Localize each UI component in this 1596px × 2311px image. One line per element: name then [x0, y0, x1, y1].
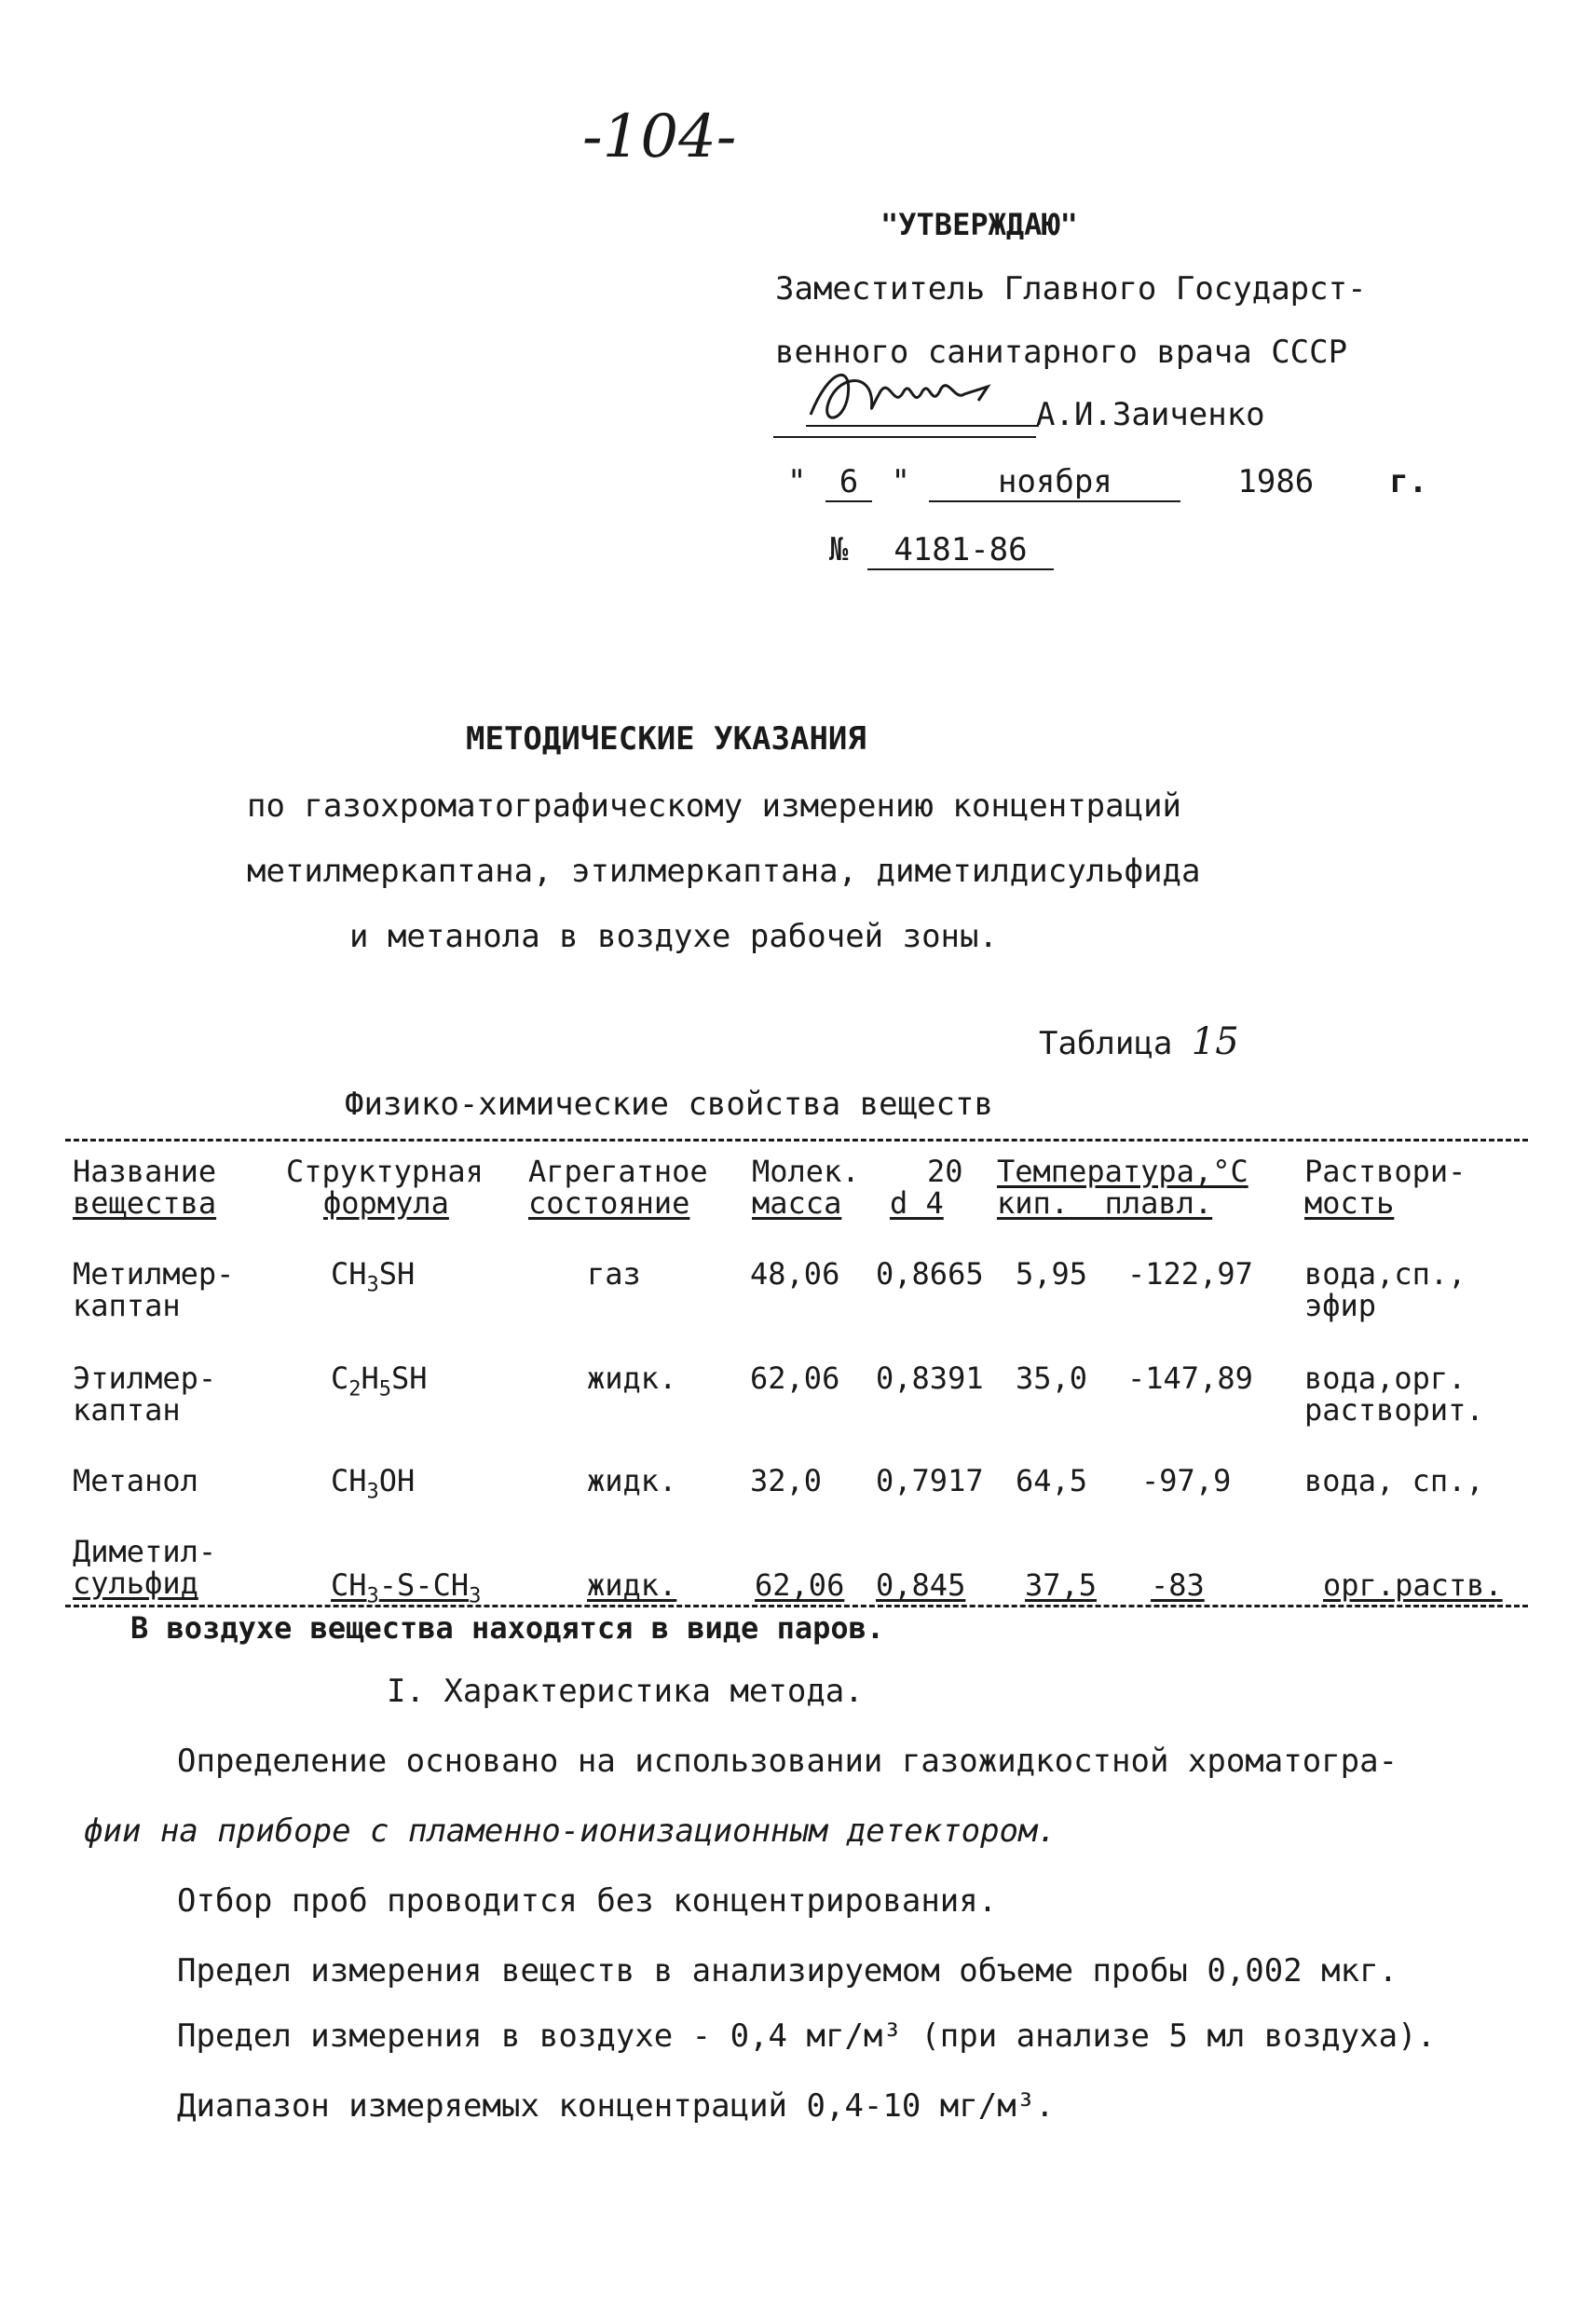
- date-quote-close: ": [891, 463, 910, 500]
- header-formula-l1: Структурная: [286, 1154, 484, 1189]
- approval-date: [787, 463, 1427, 502]
- header-solubility: [1304, 1156, 1466, 1219]
- table-top-rule: [65, 1139, 1528, 1142]
- table-row-3-density: 0,7917: [876, 1463, 984, 1498]
- table-row-2-boil: 35,0: [1016, 1361, 1088, 1396]
- section1-p4: Предел измерения в воздухе - 0,4 мг/м³ (при анализе 5 мл воздуха).: [177, 2017, 1437, 2055]
- table-row-3-name: [73, 1465, 198, 1497]
- table-row-1-solubility: [1304, 1258, 1466, 1321]
- row-2-sol-l2: растворит.: [1304, 1392, 1484, 1428]
- table-row-4-state: жидк.: [587, 1567, 677, 1603]
- table-row-2-mass: 62,06: [750, 1361, 840, 1396]
- header-state: [528, 1156, 708, 1219]
- header-mass-l1: Молек.: [752, 1154, 860, 1189]
- section1-p1-line1: Определение основано на использовании газожидкостной хроматогра-: [177, 1743, 1398, 1780]
- header-state-l2: состояние: [528, 1185, 690, 1221]
- header-name: [73, 1156, 216, 1219]
- approval-heading: "УТВЕРЖДАЮ": [880, 207, 1078, 242]
- header-boil: кип.: [997, 1185, 1070, 1221]
- date-quote-open: ": [787, 463, 807, 500]
- section1-p1-line2: фии на приборе с пламенно-ионизационным детектором.: [84, 1812, 1057, 1850]
- table-row-4-melt: -83: [1151, 1567, 1205, 1603]
- row-2-name-l1: Этилмер-: [73, 1361, 217, 1396]
- date-day: 6: [825, 463, 872, 502]
- table-bottom-rule: [65, 1605, 1528, 1607]
- header-mass: [752, 1156, 860, 1219]
- header-density-l1: 20: [927, 1154, 963, 1189]
- approval-number: [829, 531, 1054, 570]
- header-formula-l2: формула: [323, 1185, 449, 1221]
- table-row-3-melt: -97,9: [1141, 1463, 1232, 1498]
- approval-line2: венного санитарного врача СССР: [775, 334, 1348, 371]
- section1-p3: Предел измерения веществ в анализируемом объеме пробы 0,002 мкг.: [177, 1952, 1398, 1990]
- table-row-1-density: 0,8665: [876, 1256, 984, 1292]
- table-row-1-mass: 48,06: [750, 1256, 840, 1292]
- table-row-3-mass: 32,0: [750, 1463, 823, 1498]
- header-solubility-l2: мость: [1304, 1185, 1395, 1221]
- table-row-4-solubility: орг.раств.: [1323, 1567, 1503, 1603]
- table-row-2-state: жидк.: [587, 1361, 677, 1396]
- header-density: [890, 1156, 963, 1219]
- approval-line1: Заместитель Главного Государст-: [775, 270, 1367, 308]
- row-2-name-l2: каптан: [73, 1392, 181, 1428]
- table-row-3-boil: 64,5: [1016, 1463, 1088, 1498]
- header-state-l1: Агрегатное: [528, 1154, 708, 1189]
- title-line2: метилмеркаптана, этилмеркаптана, диметилдисульфида: [247, 853, 1201, 890]
- header-temp-l2: [997, 1187, 1248, 1219]
- header-melt: плавл.: [1104, 1185, 1213, 1221]
- row-4-name-l1: Диметил-: [73, 1534, 217, 1569]
- table-row-4-name: [73, 1536, 216, 1599]
- header-solubility-l1: Раствори-: [1304, 1154, 1466, 1189]
- section1-p5: Диапазон измеряемых концентраций 0,4-10 мг/м³.: [177, 2087, 1055, 2125]
- table-label-number: 15: [1191, 1020, 1239, 1063]
- header-temp: [997, 1156, 1248, 1219]
- row-1-sol-l1: вода,сп.,: [1304, 1256, 1466, 1292]
- table-row-4-boil: 37,5: [1025, 1567, 1098, 1603]
- number-sign: №: [829, 531, 849, 568]
- header-temp-l1: Температура,°С: [997, 1154, 1248, 1189]
- title-line1: по газохроматографическому измерению концентраций: [247, 787, 1182, 825]
- table-row-1-state: газ: [587, 1256, 641, 1292]
- table-row-3-state: жидк.: [587, 1463, 677, 1498]
- table-row-2-name: [73, 1362, 216, 1426]
- row-1-sol-l2: эфир: [1304, 1288, 1377, 1323]
- header-name-l2: вещества: [73, 1185, 217, 1221]
- table-label-text: Таблица: [1039, 1025, 1173, 1062]
- table-row-1-boil: 5,95: [1016, 1256, 1088, 1292]
- table-row-1-formula: $CH_3SH$: [331, 1256, 416, 1297]
- table-label: [1039, 1020, 1239, 1063]
- header-formula: [286, 1156, 484, 1219]
- date-suffix: г.: [1389, 463, 1428, 500]
- table-row-1-melt: -122,97: [1127, 1256, 1253, 1292]
- signature-line: [773, 436, 1036, 438]
- table-note: В воздухе вещества находятся в виде паров.: [130, 1610, 885, 1646]
- row-4-name-l2: сульфид: [73, 1566, 198, 1601]
- section1-p2: Отбор проб проводится без концентрирования.: [177, 1882, 998, 1920]
- title-heading: МЕТОДИЧЕСКИЕ УКАЗАНИЯ: [466, 720, 866, 758]
- table-row-2-density: 0,8391: [876, 1361, 984, 1396]
- row-3-name-l1: Метанол: [73, 1463, 198, 1498]
- header-name-l1: Название: [73, 1154, 217, 1189]
- table-row-3-formula: $CH_3OH$: [331, 1463, 416, 1504]
- page-number: -104-: [582, 103, 737, 171]
- date-month: ноября: [929, 463, 1180, 502]
- table-row-4-density: 0,845: [876, 1567, 966, 1603]
- table-row-2-melt: -147,89: [1127, 1361, 1253, 1396]
- section1-heading: I. Характеристика метода.: [387, 1673, 864, 1710]
- row-2-sol-l1: вода,орг.: [1304, 1361, 1466, 1396]
- table-row-2-formula: $C_2H_5SH$: [331, 1361, 428, 1402]
- header-mass-l2: масса: [752, 1185, 842, 1221]
- table-row-2-solubility: [1304, 1362, 1484, 1426]
- table-caption: Физико-химические свойства веществ: [345, 1086, 993, 1123]
- header-density-l2: d 4: [890, 1185, 944, 1221]
- number-value: 4181-86: [867, 531, 1054, 570]
- table-row-4-formula: $CH_3-S-CH_3$: [331, 1567, 482, 1608]
- signature: [801, 359, 1044, 437]
- row-1-name-l1: Метилмер-: [73, 1256, 235, 1292]
- table-row-4-mass: 62,06: [755, 1567, 845, 1603]
- title-line3: и метанола в воздухе рабочей зоны.: [349, 918, 998, 955]
- table-row-1-name: [73, 1258, 234, 1321]
- approval-signer: А.И.Заиченко: [1036, 396, 1265, 433]
- date-year: 1986: [1237, 463, 1315, 500]
- row-1-name-l2: каптан: [73, 1288, 181, 1323]
- table-row-3-solubility: вода, сп.,: [1304, 1463, 1484, 1498]
